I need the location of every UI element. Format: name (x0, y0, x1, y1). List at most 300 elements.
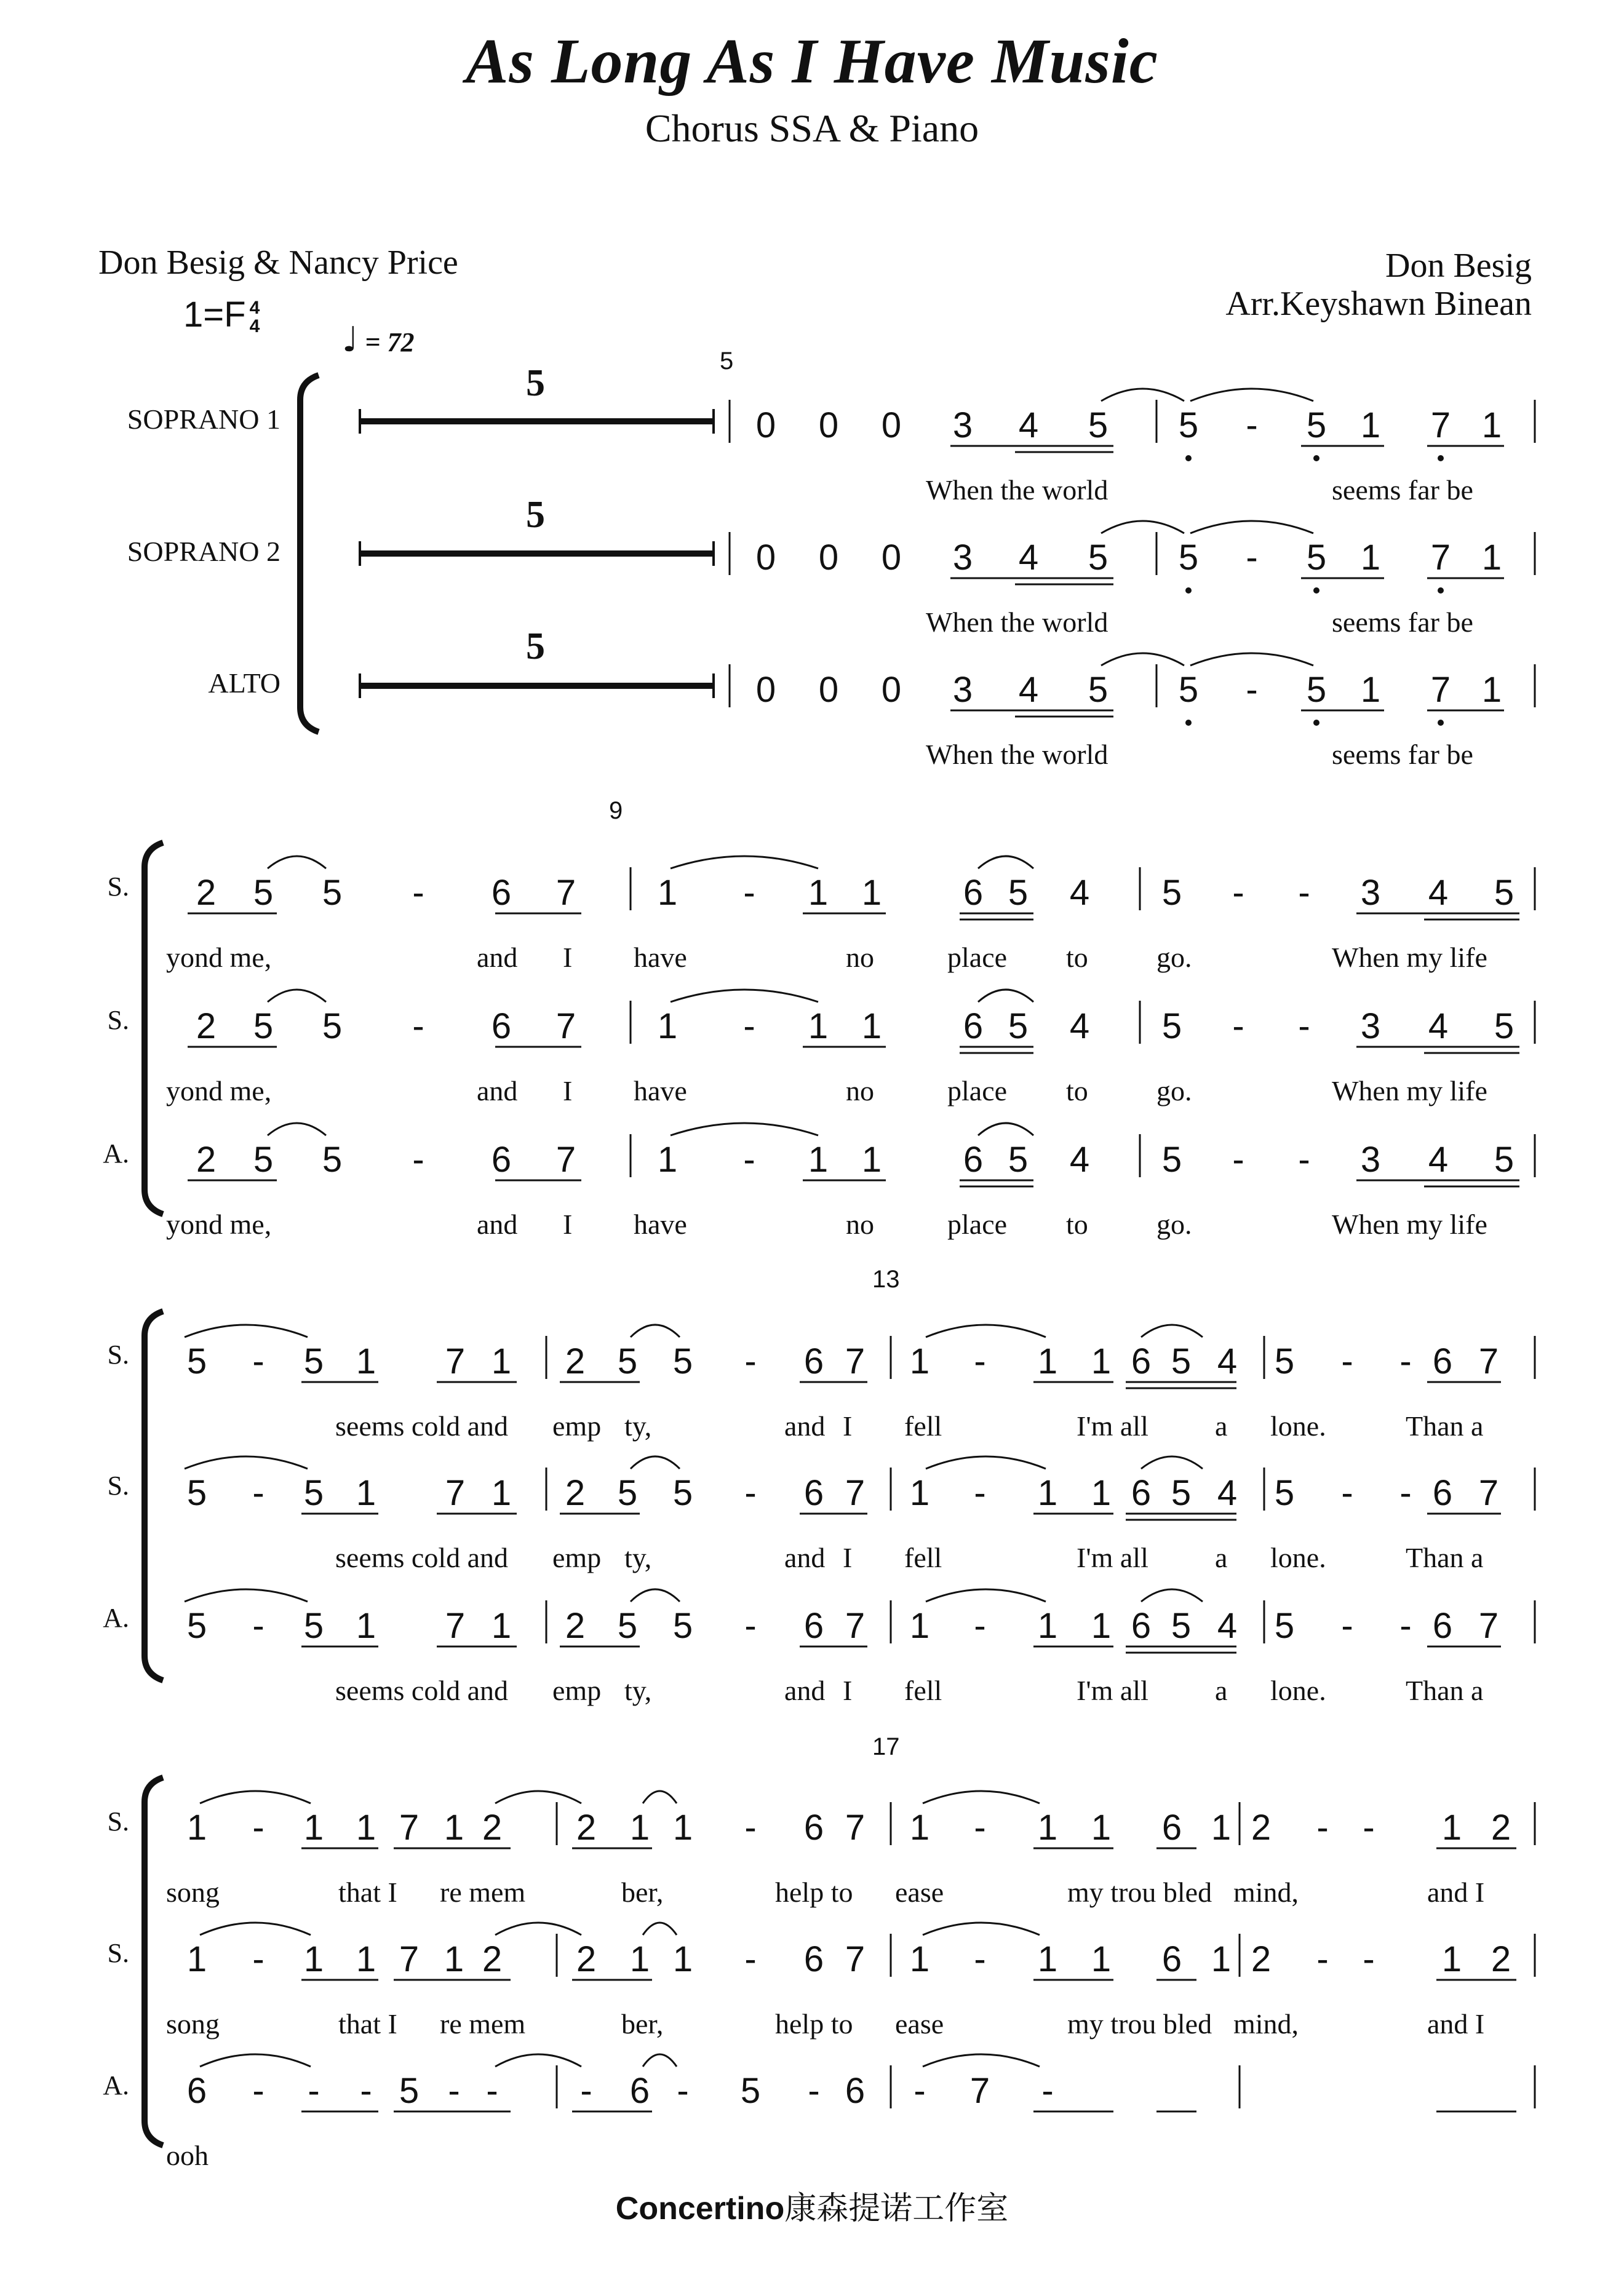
tie-slur (671, 856, 818, 868)
jianpu-note: - (1246, 405, 1258, 445)
lyric: song (166, 2008, 220, 2040)
tie-slur (643, 1923, 677, 1935)
tie-slur (926, 1589, 1046, 1602)
lyric: seems far be (1332, 474, 1473, 506)
jianpu-note: - (1399, 1606, 1412, 1646)
lyric: and I (1427, 1877, 1485, 1908)
lyric: ber, (621, 2008, 664, 2040)
tie-slur (978, 1123, 1033, 1135)
jianpu-note: 2 (576, 1808, 597, 1848)
lyric: place (947, 942, 1008, 973)
part-abbr-alto: A. (103, 2070, 129, 2100)
jianpu-note: - (252, 1808, 265, 1848)
jianpu-note: 5 (1171, 1473, 1192, 1513)
jianpu-note: 5 (186, 1341, 207, 1381)
lyric: and (784, 1675, 826, 1706)
jianpu-note: 1 (861, 1006, 882, 1046)
jianpu-note: 2 (482, 1808, 503, 1848)
jianpu-note: 5 (672, 1341, 693, 1381)
lyric: mind, (1233, 1877, 1299, 1908)
jianpu-note: 6 (803, 1473, 824, 1513)
jianpu-note: 4 (1069, 1140, 1090, 1180)
jianpu-note: 5 (1306, 670, 1327, 710)
jianpu-note: 4 (1217, 1606, 1238, 1646)
jianpu-note: 2 (1251, 1939, 1272, 1979)
jianpu-note: - (744, 1473, 757, 1513)
jianpu-note: - (1363, 1808, 1375, 1848)
jianpu-note: 6 (963, 1006, 984, 1046)
jianpu-note: 5 (322, 1006, 343, 1046)
jianpu-note: 3 (1360, 1006, 1381, 1046)
tie-slur (923, 2054, 1040, 2067)
jianpu-note: 0 (881, 670, 902, 710)
lyric: re mem (440, 2008, 526, 2040)
jianpu-note: 6 (491, 873, 512, 913)
jianpu-note: 5 (1161, 1140, 1182, 1180)
jianpu-note: 1 (657, 873, 678, 913)
tie-slur (1101, 521, 1184, 533)
jianpu-note: 6 (803, 1341, 824, 1381)
measure-number: 5 (720, 348, 734, 375)
jianpu-note: 1 (861, 1140, 882, 1180)
lyric: go. (1156, 1209, 1192, 1240)
lyric: emp (552, 1675, 602, 1706)
jianpu-note: 1 (657, 1006, 678, 1046)
jianpu-note: 5 (253, 1140, 274, 1180)
lyric: seems cold and (335, 1410, 509, 1442)
jianpu-note: - (252, 2071, 265, 2111)
jianpu-note: - (252, 1341, 265, 1381)
part-abbr-alto: A. (103, 1603, 129, 1633)
jianpu-note: 5 (253, 873, 274, 913)
jianpu-note: 1 (1091, 1606, 1112, 1646)
jianpu-note: 1 (186, 1939, 207, 1979)
lower-octave-dot (1185, 587, 1192, 594)
part-abbr-soprano-2: S. (107, 1005, 129, 1035)
jianpu-note: - (744, 1341, 757, 1381)
multirest-count: 5 (526, 626, 545, 667)
jianpu-note: 1 (909, 1341, 930, 1381)
jianpu-note: 1 (444, 1939, 464, 1979)
lyric: a (1215, 1675, 1228, 1706)
jianpu-note: 5 (322, 1140, 343, 1180)
lower-octave-dot (1438, 587, 1444, 594)
lyric: I (843, 1410, 853, 1442)
system-bracket (145, 1778, 163, 2145)
jianpu-note: 7 (445, 1606, 466, 1646)
measure-number: 9 (609, 797, 623, 824)
jianpu-note: - (580, 2071, 592, 2111)
lyric: place (947, 1209, 1008, 1240)
jianpu-note: 5 (1088, 670, 1109, 710)
tie-slur (978, 856, 1033, 868)
lyric: I (843, 1675, 853, 1706)
tie-slur (923, 1791, 1040, 1803)
jianpu-note: 6 (629, 2071, 650, 2111)
jianpu-note: 7 (1430, 538, 1451, 578)
jianpu-note: 4 (1018, 670, 1039, 710)
lyric: ease (895, 2008, 944, 2040)
tie-slur (1101, 389, 1184, 401)
jianpu-note: 4 (1217, 1341, 1238, 1381)
lyric: I (563, 1075, 573, 1106)
jianpu-note: 4 (1069, 873, 1090, 913)
jianpu-note: 1 (1037, 1473, 1058, 1513)
jianpu-note: 5 (672, 1473, 693, 1513)
lyric: When the world (926, 474, 1109, 506)
multirest-count: 5 (526, 494, 545, 536)
jianpu-note: - (1341, 1473, 1353, 1513)
lyric: yond me, (166, 1075, 272, 1106)
jianpu-note: - (1041, 2071, 1054, 2111)
lyric: emp (552, 1410, 602, 1442)
jianpu-note: 5 (672, 1606, 693, 1646)
lyric: that I (338, 2008, 397, 2040)
jianpu-note: 5 (1274, 1606, 1295, 1646)
jianpu-note: 6 (803, 1939, 824, 1979)
jianpu-note: - (914, 2071, 926, 2111)
lyric: help to (775, 2008, 853, 2040)
lyric: a (1215, 1542, 1228, 1573)
tie-slur (268, 856, 326, 868)
part-abbr-soprano-2: S. (107, 1471, 129, 1501)
tie-slur (1190, 521, 1313, 533)
key-label: 1=F (183, 295, 246, 335)
system-bracket (145, 843, 163, 1214)
lyric: help to (775, 1877, 853, 1908)
jianpu-note: 6 (803, 1606, 824, 1646)
jianpu-note: - (1298, 1140, 1310, 1180)
jianpu-note: 5 (186, 1606, 207, 1646)
jianpu-note: - (1298, 873, 1310, 913)
jianpu-note: 2 (1251, 1808, 1272, 1848)
jianpu-note: 7 (555, 873, 576, 913)
jianpu-note: - (448, 2071, 460, 2111)
jianpu-note: 1 (356, 1808, 376, 1848)
part-name-soprano-1: SOPRANO 1 (127, 403, 281, 435)
jianpu-note: - (252, 1473, 265, 1513)
lyric: ease (895, 1877, 944, 1908)
lyric: ooh (166, 2140, 209, 2171)
lyric: I'm all (1077, 1542, 1148, 1573)
lyric: seems cold and (335, 1675, 509, 1706)
jianpu-note: 6 (1432, 1606, 1453, 1646)
lyric: seems cold and (335, 1542, 509, 1573)
jianpu-note: 1 (629, 1939, 650, 1979)
jianpu-note: 7 (845, 1341, 866, 1381)
jianpu-note: 5 (1494, 1140, 1515, 1180)
jianpu-note: 1 (1091, 1808, 1112, 1848)
jianpu-note: 1 (356, 1473, 376, 1513)
lower-octave-dot (1438, 720, 1444, 726)
part-name-soprano-2: SOPRANO 2 (127, 536, 281, 567)
lyric: ty, (624, 1410, 652, 1442)
lyric: and (477, 942, 518, 973)
jianpu-note: 7 (845, 1808, 866, 1848)
lyric: When my life (1332, 1075, 1487, 1106)
tie-slur (926, 1325, 1046, 1337)
lyric: no (846, 942, 874, 973)
jianpu-note: 1 (1091, 1473, 1112, 1513)
lyric: have (634, 1075, 687, 1106)
jianpu-note: 6 (963, 1140, 984, 1180)
jianpu-note: - (1363, 1939, 1375, 1979)
jianpu-note: 5 (1088, 538, 1109, 578)
lyric: to (1066, 942, 1088, 973)
tie-slur (1141, 1456, 1203, 1469)
tie-slur (631, 1456, 680, 1469)
lyric: to (1066, 1075, 1088, 1106)
score-subtitle: Chorus SSA & Piano (645, 106, 979, 150)
tie-slur (643, 1791, 677, 1803)
tie-slur (200, 1923, 311, 1935)
jianpu-note: - (412, 1006, 424, 1046)
tie-slur (200, 2054, 311, 2067)
jianpu-note: 5 (253, 1006, 274, 1046)
jianpu-note: 1 (1481, 670, 1502, 710)
jianpu-note: 7 (1478, 1473, 1499, 1513)
jianpu-note: 6 (186, 2071, 207, 2111)
jianpu-note: 2 (196, 873, 217, 913)
jianpu-note: 6 (1161, 1939, 1182, 1979)
jianpu-note: - (486, 2071, 498, 2111)
jianpu-note: 1 (1360, 405, 1381, 445)
jianpu-note: 6 (1131, 1606, 1152, 1646)
lyric: When my life (1332, 1209, 1487, 1240)
composer-credit: Don Besig (1385, 247, 1532, 285)
jianpu-note: - (1341, 1606, 1353, 1646)
tie-slur (671, 1123, 818, 1135)
tie-slur (185, 1589, 308, 1602)
jianpu-note: 4 (1428, 1006, 1449, 1046)
jianpu-note: 4 (1018, 405, 1039, 445)
jianpu-note: 5 (186, 1473, 207, 1513)
jianpu-note: - (252, 1939, 265, 1979)
jianpu-note: - (743, 873, 755, 913)
lyric: go. (1156, 1075, 1192, 1106)
jianpu-note: - (1298, 1006, 1310, 1046)
jianpu-note: 6 (803, 1808, 824, 1848)
jianpu-note: 0 (881, 405, 902, 445)
jianpu-note: - (744, 1939, 757, 1979)
jianpu-note: - (412, 1140, 424, 1180)
jianpu-note: 1 (1091, 1939, 1112, 1979)
lyric: emp (552, 1542, 602, 1573)
jianpu-note: 2 (1491, 1939, 1511, 1979)
lyric: When my life (1332, 942, 1487, 973)
jianpu-note: 1 (1360, 538, 1381, 578)
jianpu-note: 5 (322, 873, 343, 913)
lyric: Than a (1406, 1542, 1484, 1573)
jianpu-note: 7 (445, 1473, 466, 1513)
lyric: Than a (1406, 1410, 1484, 1442)
tie-slur (268, 990, 326, 1002)
part-abbr-soprano-1: S. (107, 872, 129, 902)
jianpu-note: 5 (617, 1341, 638, 1381)
lyric: and I (1427, 2008, 1485, 2040)
jianpu-note: - (1246, 670, 1258, 710)
jianpu-note: - (412, 873, 424, 913)
jianpu-note: 6 (1432, 1341, 1453, 1381)
lyric: ber, (621, 1877, 664, 1908)
lyric: lone. (1270, 1410, 1326, 1442)
tie-slur (495, 1923, 581, 1935)
tie-slur (631, 1325, 680, 1337)
score-title: As Long As I Have Music (466, 26, 1158, 97)
jianpu-note: - (1232, 1140, 1244, 1180)
jianpu-note: 1 (1091, 1341, 1112, 1381)
lyric: place (947, 1075, 1008, 1106)
jianpu-note: 1 (672, 1939, 693, 1979)
tie-slur (643, 2054, 677, 2067)
jianpu-note: 5 (1161, 873, 1182, 913)
jianpu-note: 0 (755, 670, 776, 710)
jianpu-note: - (743, 1006, 755, 1046)
part-abbr-soprano-1: S. (107, 1340, 129, 1370)
jianpu-note: 1 (491, 1606, 512, 1646)
jianpu-note: 1 (491, 1341, 512, 1381)
jianpu-note: 7 (445, 1341, 466, 1381)
jianpu-note: 7 (845, 1939, 866, 1979)
tie-slur (631, 1589, 680, 1602)
jianpu-note: 5 (1161, 1006, 1182, 1046)
jianpu-note: 5 (1178, 538, 1199, 578)
lyric: a (1215, 1410, 1228, 1442)
jianpu-note: 5 (1306, 405, 1327, 445)
jianpu-note: 1 (356, 1939, 376, 1979)
jianpu-note: 1 (1441, 1939, 1462, 1979)
jianpu-note: - (974, 1606, 986, 1646)
jianpu-note: - (1246, 538, 1258, 578)
jianpu-note: 5 (1008, 1140, 1029, 1180)
jianpu-note: - (1232, 1006, 1244, 1046)
jianpu-note: 1 (186, 1808, 207, 1848)
tie-slur (268, 1123, 326, 1135)
jianpu-note: 1 (1441, 1808, 1462, 1848)
lower-octave-dot (1313, 455, 1320, 461)
lower-octave-dot (1438, 455, 1444, 461)
tie-slur (1101, 653, 1184, 665)
tie-slur (1141, 1589, 1203, 1602)
tie-slur (671, 990, 818, 1002)
lyric: fell (904, 1675, 942, 1706)
lyric: have (634, 942, 687, 973)
tie-slur (185, 1456, 308, 1469)
lyric: lone. (1270, 1675, 1326, 1706)
tie-slur (200, 1791, 311, 1803)
lyric: yond me, (166, 942, 272, 973)
jianpu-note: 7 (969, 2071, 990, 2111)
lyric: I (563, 1209, 573, 1240)
jianpu-note: 1 (657, 1140, 678, 1180)
jianpu-note: 2 (576, 1939, 597, 1979)
jianpu-note: 6 (845, 2071, 866, 2111)
tie-slur (495, 1791, 581, 1803)
jianpu-note: 2 (196, 1140, 217, 1180)
tie-slur (1141, 1325, 1203, 1337)
jianpu-note: - (744, 1808, 757, 1848)
quarter-note-icon: ♩ (342, 320, 359, 360)
jianpu-note: 1 (444, 1808, 464, 1848)
lyric: no (846, 1075, 874, 1106)
lyric: I (843, 1542, 853, 1573)
jianpu-note: - (974, 1341, 986, 1381)
lyric: ty, (624, 1675, 652, 1706)
lyric: ty, (624, 1542, 652, 1573)
time-bottom: 4 (249, 316, 260, 336)
jianpu-note: - (252, 1606, 265, 1646)
jianpu-note: 5 (303, 1473, 324, 1513)
jianpu-note: 0 (818, 670, 839, 710)
jianpu-note: 5 (1274, 1341, 1295, 1381)
jianpu-note: 0 (881, 538, 902, 578)
jianpu-note: - (1341, 1341, 1353, 1381)
jianpu-note: - (1316, 1808, 1329, 1848)
jianpu-note: 1 (1037, 1808, 1058, 1848)
lyric: seems far be (1332, 606, 1473, 638)
lyric: go. (1156, 942, 1192, 973)
system-bracket (300, 375, 319, 732)
jianpu-note: 7 (555, 1140, 576, 1180)
lyric: no (846, 1209, 874, 1240)
jianpu-note: 7 (399, 1939, 420, 1979)
lyric: to (1066, 1209, 1088, 1240)
jianpu-note: 1 (1037, 1939, 1058, 1979)
jianpu-note: 4 (1428, 1140, 1449, 1180)
lyric: mind, (1233, 2008, 1299, 2040)
jianpu-note: 7 (1478, 1341, 1499, 1381)
jianpu-note: 5 (303, 1341, 324, 1381)
jianpu-note: 1 (909, 1939, 930, 1979)
lyric: re mem (440, 1877, 526, 1908)
jianpu-note: 1 (1211, 1939, 1232, 1979)
multirest-count: 5 (526, 362, 545, 404)
jianpu-note: - (1399, 1473, 1412, 1513)
jianpu-note: 5 (399, 2071, 420, 2111)
jianpu-note: 2 (565, 1606, 586, 1646)
jianpu-note: 3 (952, 670, 973, 710)
jianpu-note: 5 (617, 1473, 638, 1513)
measure-number: 13 (872, 1266, 900, 1293)
jianpu-note: 1 (303, 1939, 324, 1979)
jianpu-note: 4 (1069, 1006, 1090, 1046)
jianpu-note: 7 (845, 1606, 866, 1646)
jianpu-note: 5 (740, 2071, 761, 2111)
jianpu-note: 1 (491, 1473, 512, 1513)
jianpu-note: 1 (808, 1140, 829, 1180)
jianpu-note: 5 (617, 1606, 638, 1646)
jianpu-note: - (1316, 1939, 1329, 1979)
jianpu-note: 3 (1360, 1140, 1381, 1180)
jianpu-note: 3 (952, 405, 973, 445)
jianpu-note: - (1232, 873, 1244, 913)
jianpu-note: 7 (555, 1006, 576, 1046)
jianpu-note: 1 (1037, 1341, 1058, 1381)
jianpu-note: 4 (1217, 1473, 1238, 1513)
jianpu-note: 1 (672, 1808, 693, 1848)
lyric: I'm all (1077, 1675, 1148, 1706)
lyric: my trou bled (1067, 1877, 1212, 1908)
jianpu-note: - (677, 2071, 689, 2111)
jianpu-note: 5 (1178, 670, 1199, 710)
lyric: yond me, (166, 1209, 272, 1240)
jianpu-note: 1 (1481, 405, 1502, 445)
jianpu-note: 5 (1008, 873, 1029, 913)
jianpu-note: - (974, 1939, 986, 1979)
jianpu-note: 7 (845, 1473, 866, 1513)
jianpu-note: 1 (909, 1808, 930, 1848)
jianpu-note: 7 (399, 1808, 420, 1848)
